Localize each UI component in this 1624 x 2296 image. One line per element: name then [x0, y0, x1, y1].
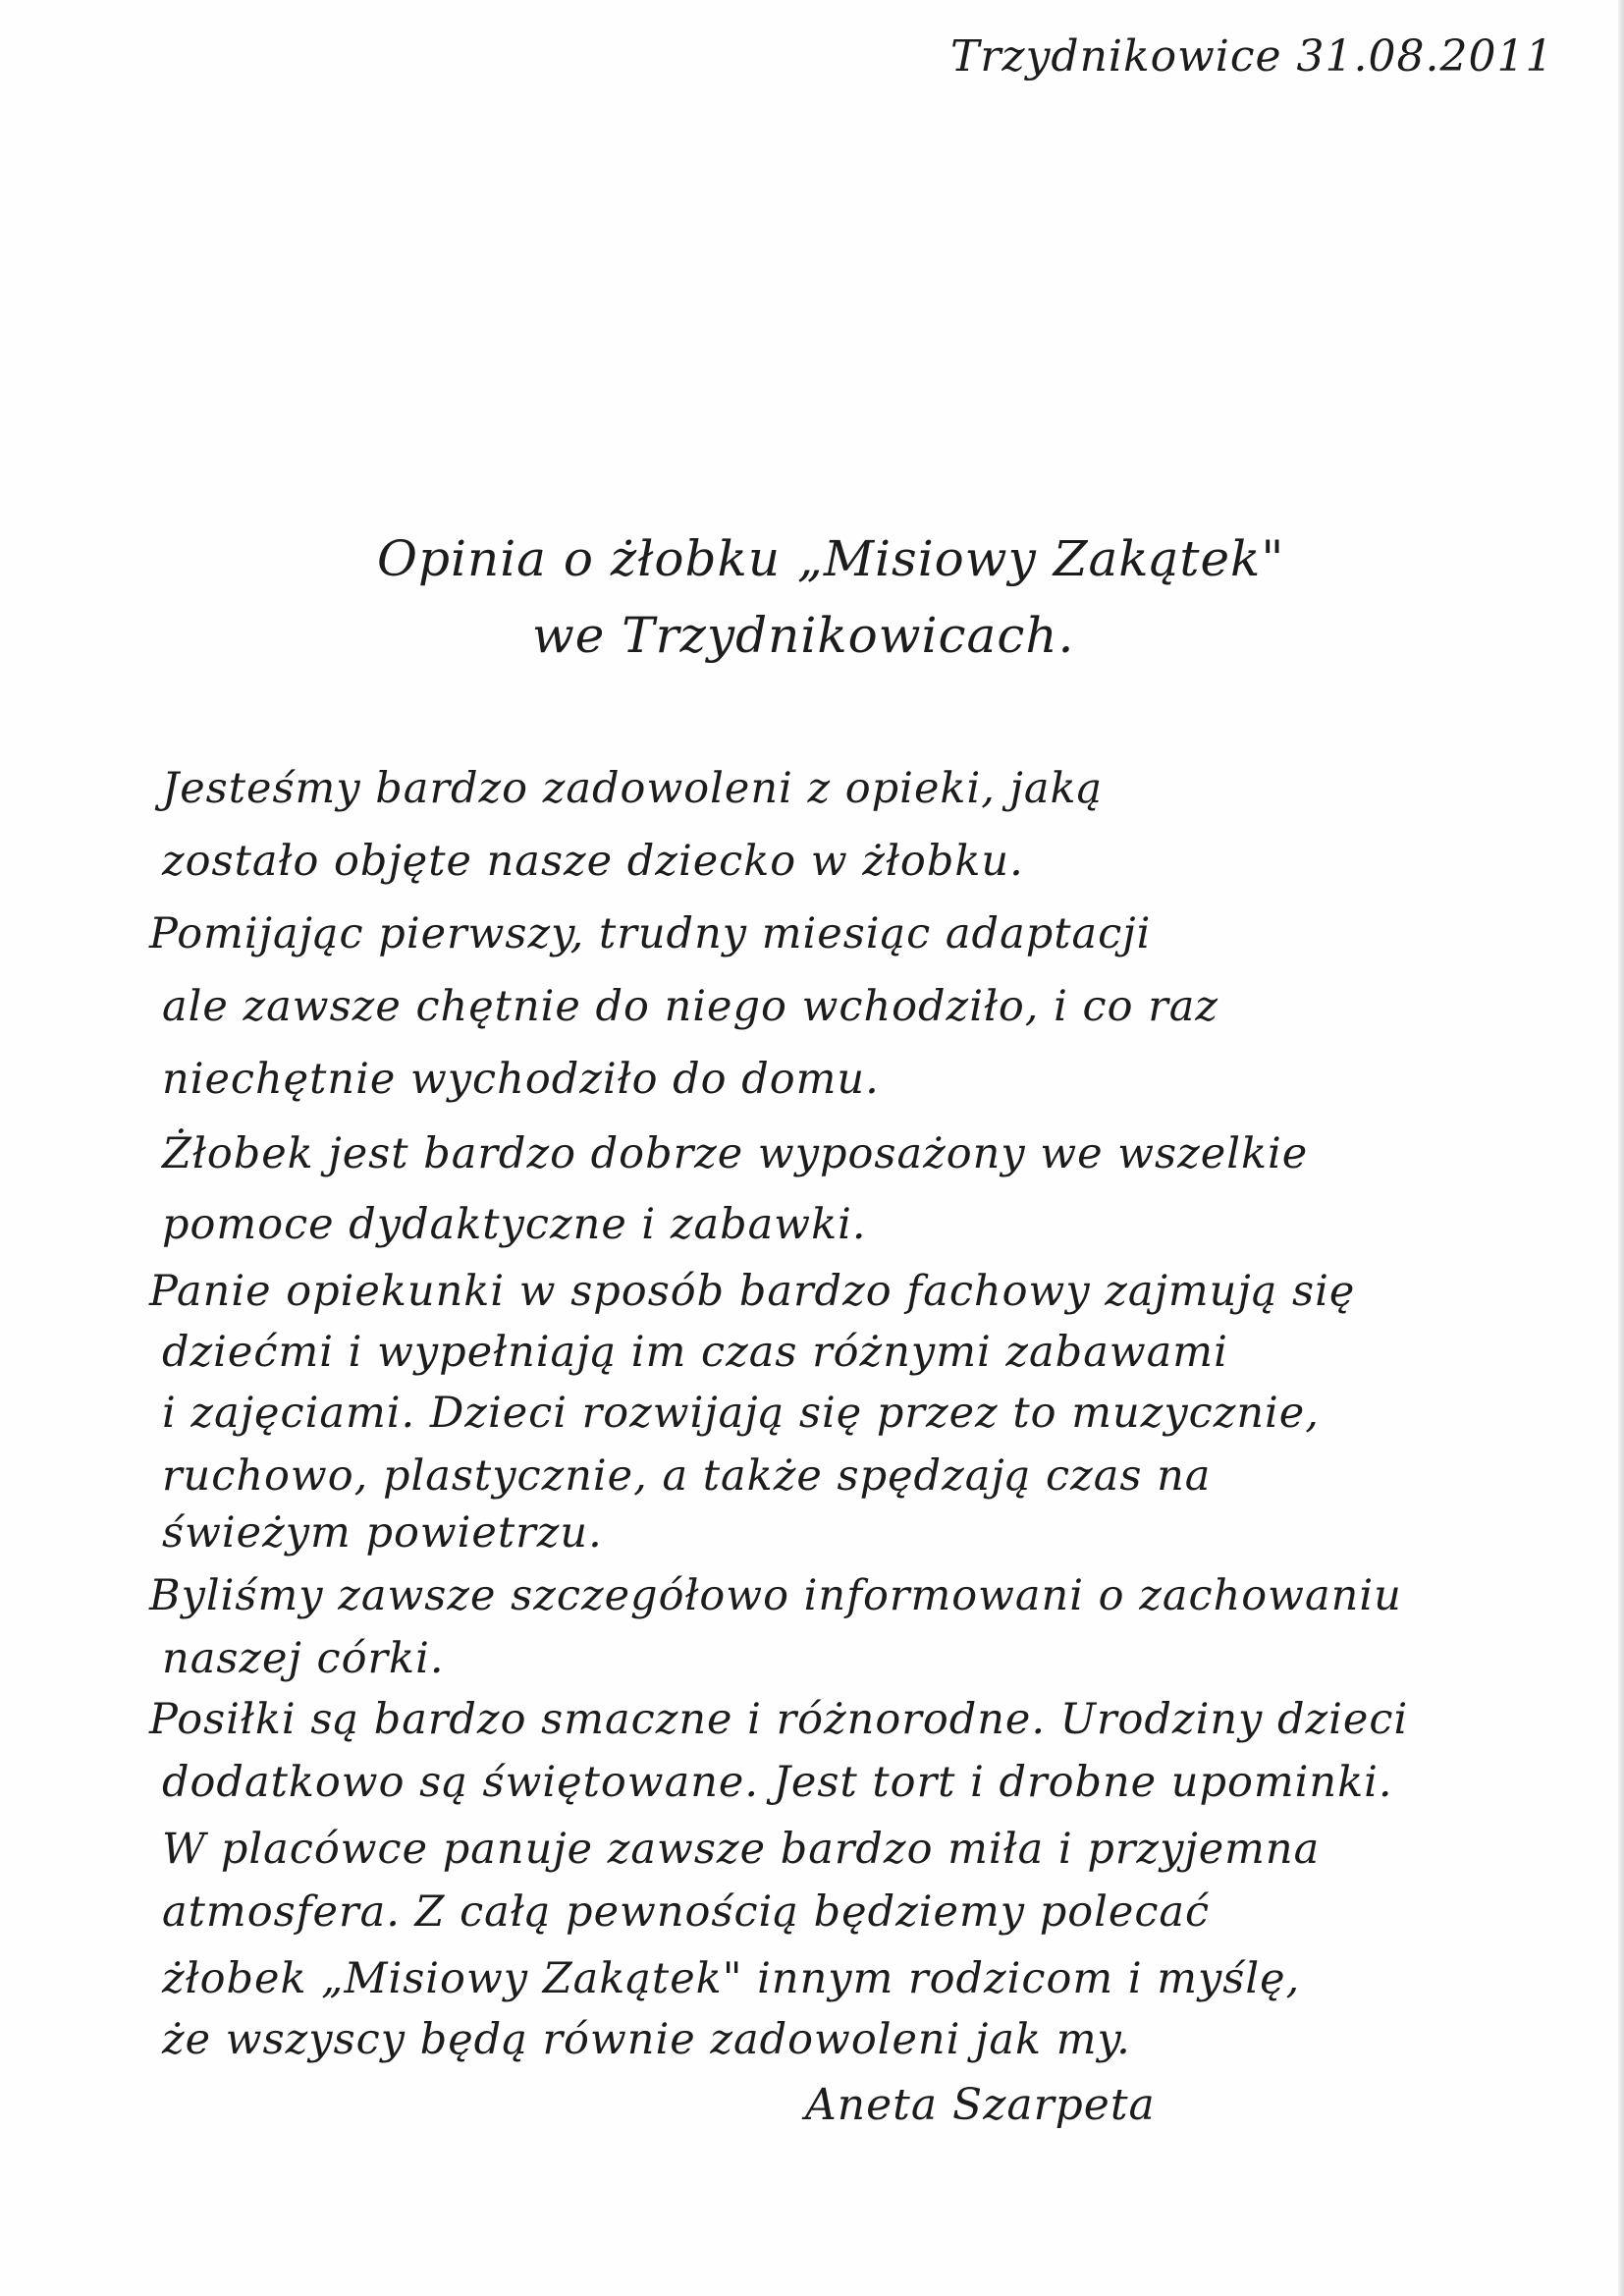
body-line: Byliśmy zawsze szczegółowo informowani o zachowaniu	[149, 1571, 1402, 1620]
body-line: niechętnie wychodziło do domu.	[162, 1055, 880, 1104]
body-line: Jesteśmy bardzo zadowoleni z opieki, jaką	[162, 764, 1104, 813]
body-line: i zajęciami. Dzieci rozwijają się przez to muzycznie,	[162, 1389, 1320, 1438]
body-line: atmosfera. Z całą pewnością będziemy polecać	[162, 1887, 1211, 1937]
body-line: Posiłki są bardzo smaczne i różnorodne. Urodziny dzieci	[149, 1695, 1409, 1744]
body-line: zostało objęte nasze dziecko w żłobku.	[162, 837, 1024, 886]
signature: Aneta Szarpeta	[805, 2080, 1156, 2130]
body-line: ruchowo, plastycznie, a także spędzają czas na	[162, 1451, 1212, 1501]
body-line: ale zawsze chętnie do niego wchodziło, i co raz	[162, 982, 1219, 1031]
document-title-line-2: we Trzydnikowicach.	[532, 607, 1075, 664]
body-line: że wszyscy będą równie zadowoleni jak my.	[162, 2015, 1131, 2064]
body-line: W placówce panuje zawsze bardzo miła i przyjemna	[162, 1825, 1321, 1874]
place-and-date: Trzydnikowice 31.08.2011	[950, 31, 1554, 82]
body-line: dziećmi i wypełniają im czas różnymi zabawami	[162, 1328, 1228, 1377]
document-title-line-1: Opinia o żłobku „Misiowy Zakątek"	[377, 530, 1285, 587]
body-line: świeżym powietrzu.	[162, 1508, 603, 1558]
body-line: Panie opiekunki w sposób bardzo fachowy zajmują się	[149, 1267, 1356, 1316]
page-edge-shadow	[1618, 0, 1624, 2296]
body-line: naszej córki.	[162, 1634, 445, 1683]
body-line: żłobek „Misiowy Zakątek" innym rodzicom i myślę,	[162, 1954, 1301, 2003]
body-line: Pomijając pierwszy, trudny miesiąc adaptacji	[149, 909, 1152, 958]
body-line: dodatkowo są świętowane. Jest tort i drobne upominki.	[162, 1758, 1393, 1807]
body-line: pomoce dydaktyczne i zabawki.	[162, 1200, 867, 1249]
body-line: Żłobek jest bardzo dobrze wyposażony we wszelkie	[162, 1129, 1309, 1178]
